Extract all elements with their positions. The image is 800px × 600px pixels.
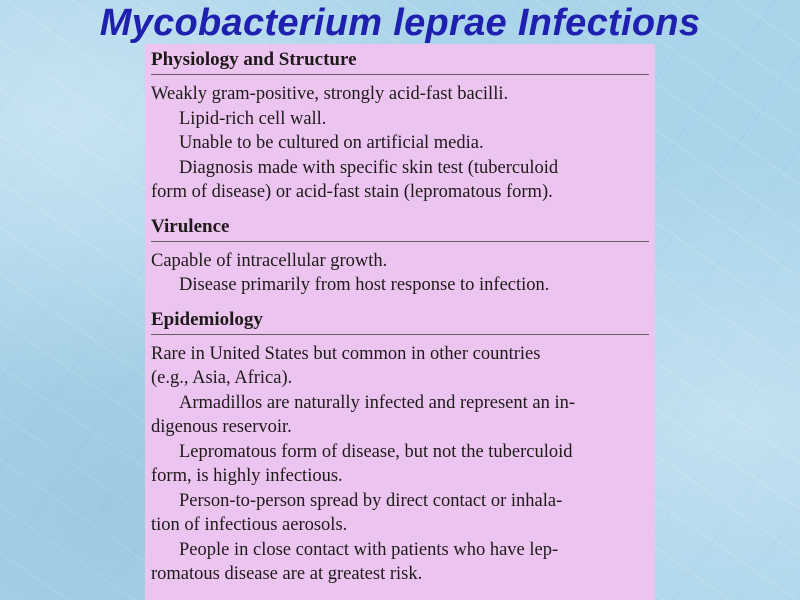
text-line: Rare in United States but common in other countries (151, 343, 541, 364)
section-divider (151, 241, 649, 242)
text-line: Capable of intracellular growth. (151, 250, 388, 271)
text-line: form of disease) or acid-fast stain (lepromatous form). (151, 182, 553, 202)
section-heading: Virulence (151, 215, 230, 237)
section-spacer (151, 205, 651, 215)
slide-title: Mycobacterium leprae Infections (99, 2, 701, 44)
content-panel (145, 44, 655, 600)
text-line: (e.g., Asia, Africa). (151, 368, 293, 388)
text-line: Armadillos are naturally infected and represent an in- (179, 392, 576, 413)
text-line: Lipid-rich cell wall. (179, 108, 327, 129)
content-body (151, 48, 651, 587)
text-line: Diagnosis made with specific skin test (tuberculoid (179, 157, 559, 178)
section-spacer (151, 298, 651, 308)
text-line: People in close contact with patients who have lep- (179, 539, 559, 560)
text-line: romatous disease are at greatest risk. (151, 564, 423, 584)
text-line: Disease primarily from host response to infection. (179, 275, 550, 295)
section-heading: Physiology and Structure (151, 49, 357, 70)
text-line: Person-to-person spread by direct contact or inhala- (179, 490, 563, 511)
text-line: digenous reservoir. (151, 417, 292, 437)
text-line: Unable to be cultured on artificial media. (179, 133, 484, 153)
section-divider (151, 334, 649, 335)
text-line: tion of infectious aerosols. (151, 515, 348, 535)
section-divider (151, 74, 649, 75)
text-line: Lepromatous form of disease, but not the tuberculoid (179, 441, 573, 462)
section-heading: Epidemiology (151, 308, 263, 330)
text-line: form, is highly infectious. (151, 466, 343, 486)
text-line: Weakly gram-positive, strongly acid-fast bacilli. (151, 84, 509, 104)
